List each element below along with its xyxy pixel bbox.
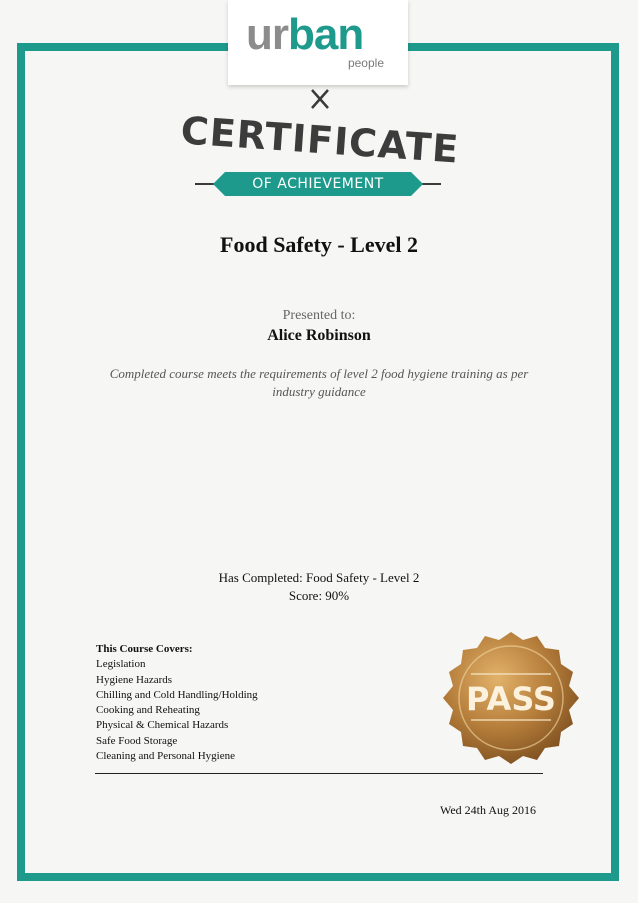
badge-text: PASS xyxy=(466,680,556,718)
divider xyxy=(95,773,543,774)
course-title: Food Safety - Level 2 xyxy=(220,232,418,257)
course-covers xyxy=(96,642,258,764)
list-item: Hygiene Hazards xyxy=(96,673,173,686)
list-item: Safe Food Storage xyxy=(96,734,178,747)
pass-badge xyxy=(437,624,585,772)
list-item: Cleaning and Personal Hygiene xyxy=(96,750,235,763)
recipient-name: Alice Robinson xyxy=(267,327,371,344)
list-item: Chilling and Cold Handling/Holding xyxy=(96,688,258,701)
completed-course: Has Completed: Food Safety - Level 2 xyxy=(218,570,420,585)
list-item: Physical & Chemical Hazards xyxy=(96,719,229,732)
list-item: Cooking and Reheating xyxy=(96,704,200,717)
brand-logo xyxy=(228,0,408,85)
utensils-icon xyxy=(306,88,334,110)
logo-subtext: people xyxy=(347,56,384,70)
covers-heading: This Course Covers: xyxy=(96,643,193,655)
score: Score: 90% xyxy=(288,588,350,603)
achievement-banner: OF ACHIEVEMENT xyxy=(225,172,411,196)
presented-label: Presented to: xyxy=(282,308,356,323)
logo-wordmark: urban xyxy=(246,10,364,59)
issue-date: Wed 24th Aug 2016 xyxy=(439,803,536,817)
course-description: Completed course meets the requirements of level 2 food hygiene training as per industry guidance xyxy=(109,366,529,399)
list-item: Legislation xyxy=(96,658,146,671)
certificate-heading: CERTIFICATE xyxy=(179,108,461,172)
